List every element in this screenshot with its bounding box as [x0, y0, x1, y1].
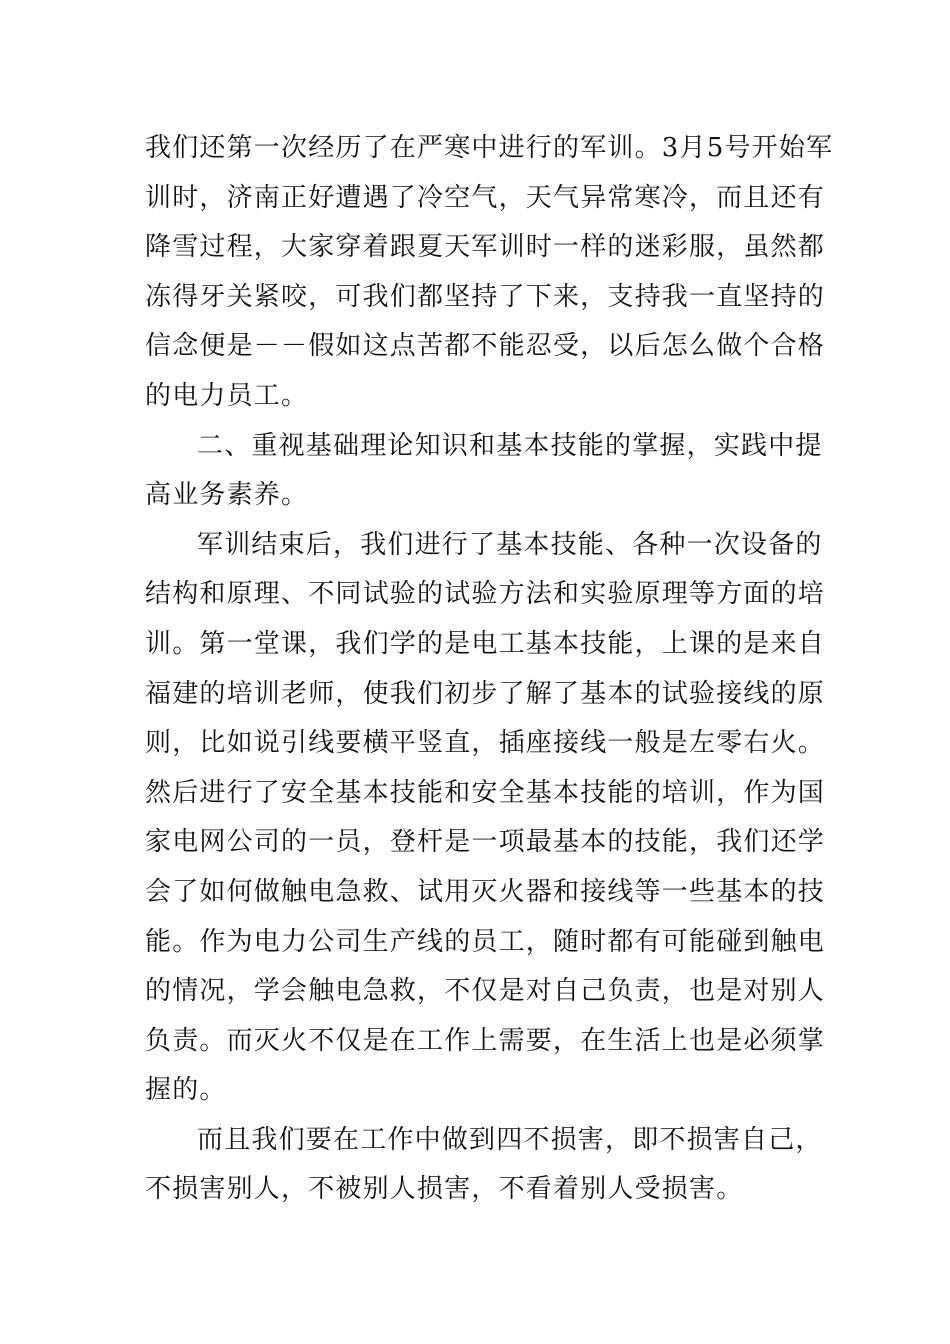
- text-line: 而且我们要在工作中做到四不损害，即不损害自己，: [197, 1124, 823, 1155]
- text-line: 然后进行了安全基本技能和安全基本技能的培训，作为国: [145, 777, 826, 808]
- text-line: 家电网公司的一员，登杆是一项最基本的技能，我们还学: [145, 827, 826, 858]
- section-heading-line: 二、重视基础理论知识和基本技能的掌握，实践中提: [197, 430, 823, 461]
- text-line: 则，比如说引线要横平竖直，插座接线一般是左零右火。: [145, 728, 826, 759]
- text-line: 训。第一堂课，我们学的是电工基本技能，上课的是来自: [145, 628, 826, 659]
- text-line: 负责。而灭火不仅是在工作上需要，在生活上也是必须掌: [145, 1025, 826, 1056]
- document-body: [145, 124, 834, 1215]
- section-heading-line: 高业务素养。: [145, 480, 309, 511]
- text-line: 训时，济南正好遭遇了冷空气，天气异常寒冷，而且还有: [145, 182, 826, 213]
- text-line: 降雪过程，大家穿着跟夏天军训时一样的迷彩服，虽然都: [145, 232, 826, 263]
- text-line: 信念便是－－假如这点苦都不能忍受，以后怎么做个合格: [145, 331, 826, 362]
- text-line: 结构和原理、不同试验的试验方法和实验原理等方面的培: [145, 579, 826, 610]
- text-line: 的电力员工。: [145, 380, 309, 411]
- text-line: 的情况，学会触电急救，不仅是对自己负责，也是对别人: [145, 976, 826, 1007]
- text-line: 冻得牙关紧咬，可我们都坚持了下来，支持我一直坚持的: [145, 281, 826, 312]
- text-line: 不损害别人，不被别人损害，不看着别人受损害。: [145, 1174, 744, 1205]
- text-line: 握的。: [145, 1075, 227, 1106]
- text-line: 军训结束后，我们进行了基本技能、各种一次设备的: [197, 529, 823, 560]
- text-line: 能。作为电力公司生产线的员工，随时都有可能碰到触电: [145, 926, 826, 957]
- text-line: 会了如何做触电急救、试用灭火器和接线等一些基本的技: [145, 876, 826, 907]
- text-line: 福建的培训老师，使我们初步了解了基本的试验接线的原: [145, 678, 826, 709]
- text-line: 我们还第一次经历了在严寒中进行的军训。3月5号开始军: [145, 133, 834, 163]
